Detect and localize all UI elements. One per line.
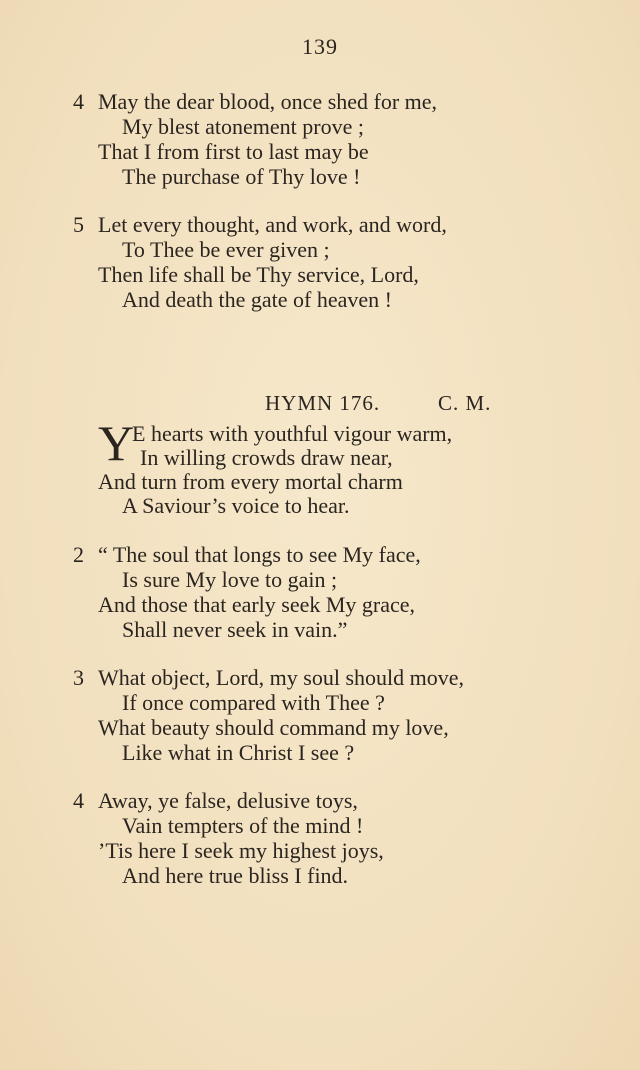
verse-line: E hearts with youthful vigour warm, [132, 421, 453, 446]
verse-line: And here true bliss I find. [122, 863, 349, 888]
page-number: 139 [302, 34, 338, 59]
verse-line: A Saviour’s voice to hear. [122, 493, 350, 518]
verse-line: Let every thought, and work, and word, [98, 212, 447, 237]
verse-number: 2 [73, 542, 84, 567]
verse-line: And those that early seek My grace, [98, 592, 416, 617]
verse-line: To Thee be ever given ; [122, 237, 330, 262]
hymn-title: HYMN 176. [265, 391, 381, 415]
verse-line: Is sure My love to gain ; [122, 567, 338, 592]
verse-number: 4 [73, 788, 84, 813]
verse-line: What beauty should command my love, [98, 715, 449, 740]
verse-line: Away, ye false, delusive toys, [98, 788, 358, 813]
verse-number: 5 [73, 212, 84, 237]
verse-line: If once compared with Thee ? [122, 690, 385, 715]
verse-line: My blest atonement prove ; [122, 114, 364, 139]
verse-line: And turn from every mortal charm [98, 469, 403, 494]
verse-number: 4 [73, 89, 84, 114]
verse-line: In willing crowds draw near, [140, 445, 393, 470]
verse-line: The purchase of Thy love ! [122, 164, 361, 189]
verse-line: ’Tis here I seek my highest joys, [98, 838, 384, 863]
verse-line: And death the gate of heaven ! [122, 287, 392, 312]
hymn-heading [0, 391, 640, 417]
verse-line: May the dear blood, once shed for me, [98, 89, 438, 114]
verse-number: 3 [73, 665, 84, 690]
hymn-meter: C. M. [438, 391, 492, 415]
drop-cap: Y [98, 415, 135, 471]
verse-line: Vain tempters of the mind ! [122, 813, 364, 838]
verse-line: That I from first to last may be [98, 139, 369, 164]
verse-line: “ The soul that longs to see My face, [98, 542, 421, 567]
verse-line: Shall never seek in vain.” [122, 617, 348, 642]
verse-line: Then life shall be Thy service, Lord, [98, 262, 419, 287]
verse-line: What object, Lord, my soul should move, [98, 665, 464, 690]
verse-line: Like what in Christ I see ? [122, 740, 355, 765]
